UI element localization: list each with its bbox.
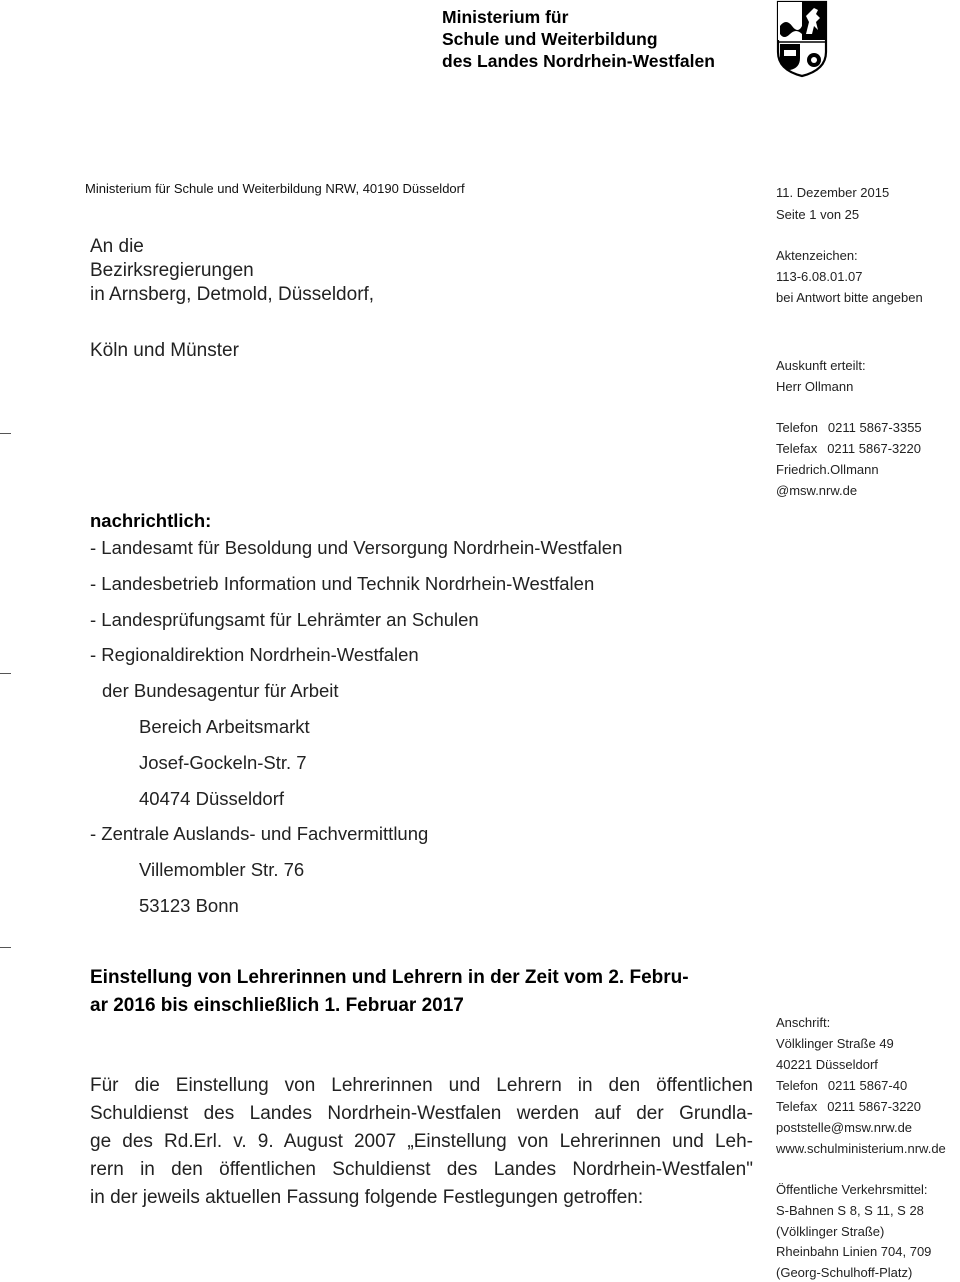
fyi-item: 53123 Bonn — [139, 895, 239, 916]
subject-line: ar 2016 bis einschließlich 1. Februar 2017 — [90, 995, 464, 1016]
phone-number: 0211 5867-40 — [827, 1078, 908, 1093]
ministry-name-line: Schule und Weiterbildung — [442, 29, 658, 49]
fyi-label: nachrichtlich: — [90, 510, 212, 531]
recipient-address — [90, 235, 374, 307]
body-line: in der jeweils aktuellen Fassung folgende Festlegungen getroffen: — [90, 1187, 644, 1208]
ministry-name-line: Ministerium für — [442, 7, 569, 27]
page-number: Seite 1 von 25 — [776, 207, 860, 222]
reference-label: Aktenzeichen: — [776, 248, 858, 263]
address-city: 40221 Düsseldorf — [776, 1057, 878, 1072]
reference-note: bei Antwort bitte angeben — [776, 290, 923, 305]
phone-label: Telefon — [776, 1078, 818, 1093]
office-phone — [776, 1078, 907, 1093]
ministry-name — [442, 6, 715, 72]
return-address: Ministerium für Schule und Weiterbildung NRW, 40190 Düsseldorf — [85, 181, 465, 196]
body-line: Für die Einstellung von Lehrerinnen und Lehrern in den öffentlichen — [90, 1075, 753, 1096]
contact-phone — [776, 420, 922, 435]
fax-number: 0211 5867-3220 — [827, 441, 921, 456]
fyi-item: - Regionaldirektion Nordrhein-Westfalen — [90, 644, 419, 665]
transit-label: Öffentliche Verkehrsmittel: — [776, 1182, 928, 1197]
fold-mark — [0, 433, 11, 434]
office-fax — [776, 1099, 921, 1114]
contact-label: Auskunft erteilt: — [776, 358, 866, 373]
recipient-line: An die — [90, 236, 144, 257]
recipient-line: Köln und Münster — [90, 340, 239, 361]
fyi-item: - Landesbetrieb Information und Technik Nordrhein-Westfalen — [90, 573, 595, 594]
transit-line: (Völklinger Straße) — [776, 1224, 885, 1239]
letter-body — [90, 1072, 753, 1212]
fyi-item: Bereich Arbeitsmarkt — [139, 716, 310, 737]
fax-number: 0211 5867-3220 — [827, 1099, 921, 1114]
letter-date: 11. Dezember 2015 — [776, 185, 890, 200]
contact-email-line: Friedrich.Ollmann — [776, 462, 879, 477]
transit-line: Rheinbahn Linien 704, 709 — [776, 1244, 932, 1259]
reference-number: 113-6.08.01.07 — [776, 269, 863, 284]
letter-subject — [90, 964, 755, 1020]
contact-name: Herr Ollmann — [776, 379, 854, 394]
contact-email-line: @msw.nrw.de — [776, 483, 858, 498]
transit-line: (Georg-Schulhoff-Platz) — [776, 1265, 913, 1280]
phone-label: Telefon — [776, 420, 818, 435]
ministry-name-line: des Landes Nordrhein-Westfalen — [442, 51, 715, 71]
fyi-item: - Zentrale Auslands- und Fachvermittlung — [90, 823, 429, 844]
website: www.schulministerium.nrw.de — [776, 1141, 946, 1156]
phone-number: 0211 5867-3355 — [827, 420, 922, 435]
address-label: Anschrift: — [776, 1015, 831, 1030]
office-email: poststelle@msw.nrw.de — [776, 1120, 913, 1135]
contact-fax — [776, 441, 921, 456]
fold-mark — [0, 673, 11, 674]
fyi-item: - Landesprüfungsamt für Lehrämter an Schulen — [90, 609, 479, 630]
recipient-line: Bezirksregierungen — [90, 260, 254, 281]
fyi-item: der Bundesagentur für Arbeit — [102, 680, 339, 701]
body-line: rern in den öffentlichen Schuldienst des Landes Nordrhein-Westfalen" — [90, 1159, 753, 1180]
nrw-coat-of-arms-icon — [776, 0, 828, 78]
body-line: ge des Rd.Erl. v. 9. August 2007 „Einstellung von Lehrerinnen und Leh- — [90, 1131, 753, 1152]
recipient-line: in Arnsberg, Detmold, Düsseldorf, — [90, 284, 375, 305]
transit-line: S-Bahnen S 8, S 11, S 28 — [776, 1203, 924, 1218]
fax-label: Telefax — [776, 1099, 818, 1114]
fax-label: Telefax — [776, 441, 818, 456]
subject-line: Einstellung von Lehrerinnen und Lehrern in der Zeit vom 2. Febru- — [90, 967, 689, 988]
fold-mark — [0, 947, 11, 948]
address-street: Völklinger Straße 49 — [776, 1036, 894, 1051]
fyi-item: Villemombler Str. 76 — [139, 859, 305, 880]
fyi-item: Josef-Gockeln-Str. 7 — [139, 752, 307, 773]
fyi-item: 40474 Düsseldorf — [139, 788, 285, 809]
fyi-item: - Landesamt für Besoldung und Versorgung Nordrhein-Westfalen — [90, 537, 623, 558]
body-line: Schuldienst des Landes Nordrhein-Westfalen werden auf der Grundla- — [90, 1103, 753, 1124]
